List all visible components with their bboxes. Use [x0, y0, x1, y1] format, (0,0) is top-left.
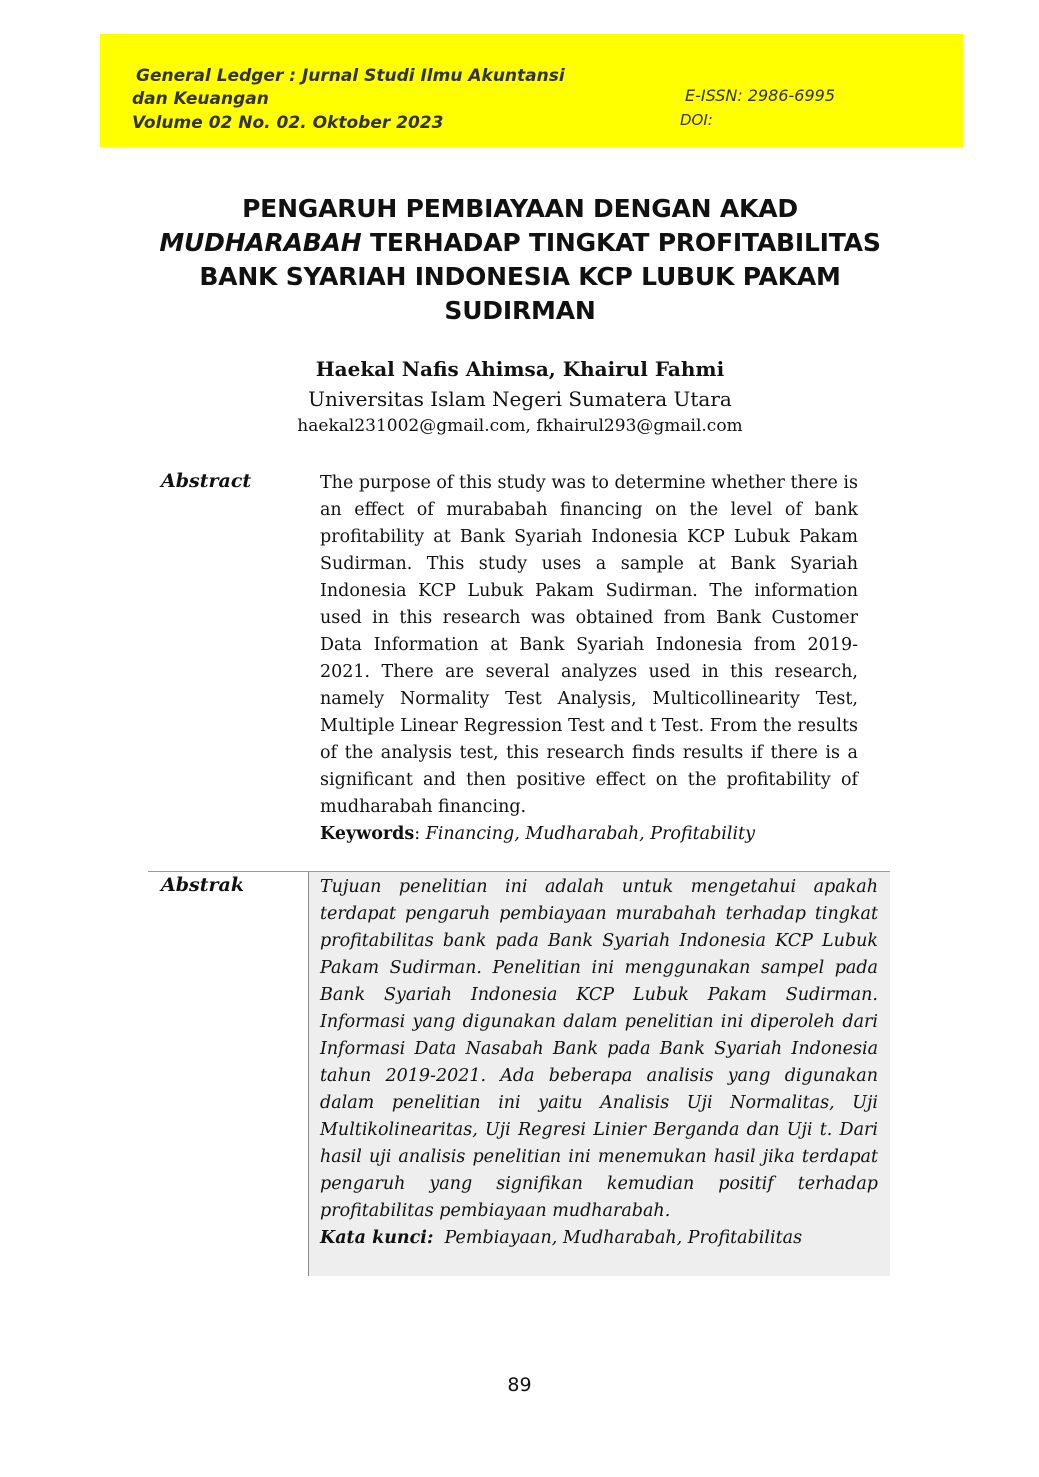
abstract-label: Abstract [161, 470, 252, 492]
abstrak-label: Abstrak [161, 874, 244, 896]
title-line-2-rest: TERHADAP TINGKAT PROFITABILITAS [361, 228, 881, 257]
title-line-2 [120, 226, 920, 260]
abstract-body [320, 470, 858, 848]
journal-header-banner [100, 34, 963, 147]
kata-kunci-label: Kata kunci: [320, 1228, 434, 1248]
abstrak-text: Tujuan penelitian ini adalah untuk mengetahui apakah terdapat pengaruh pembiayaan murabahah terhadap tingkat profitabilitas bank pada Bank Syariah Indonesia KCP Lubuk Pakam Sudirman. Penelitian ini menggunakan sampel pada Bank Syariah Indonesia KCP Lubuk Pakam Sudirman. Informasi yang digunakan dalam penelitian ini diperoleh dari Informasi Data Nasabah Bank pada Bank Syariah Indonesia tahun 2019-2021. Ada beberapa analisis yang digunakan dalam penelitian ini yaitu Analisis Uji Normalitas, Uji Multikolinearitas, Uji Regresi Linier Berganda dan Uji t. Dari hasil uji analisis penelitian ini menemukan hasil jika terdapat pengaruh yang signifikan kemudian positif terhadap profitabilitas pembiayaan mudharabah. [320, 877, 878, 1221]
kata-kunci-value: Pembiayaan, Mudharabah, Profitabilitas [444, 1228, 803, 1248]
abstract-text: The purpose of this study was to determine whether there is an effect of murababah financing on the level of bank profitability at Bank Syariah Indonesia KCP Lubuk Pakam Sudirman. This study uses a sample at Bank Syariah Indonesia KCP Lubuk Pakam Sudirman. The information used in this research was obtained from Bank Customer Data Information at Bank Syariah Indonesia from 2019-2021. There are several analyzes used in this research, namely Normality Test Analysis, Multicollinearity Test, Multiple Linear Regression Test and t Test. From the results of the analysis test, this research finds results if there is a significant and then positive effect on the profitability of mudharabah financing. [320, 473, 858, 817]
journal-volume: Volume 02 No. 02. Oktober 2023 [132, 113, 444, 133]
journal-name-line2: dan Keuangan [132, 89, 269, 109]
journal-eissn: E-ISSN: 2986-6995 [685, 86, 835, 105]
title-line-1: PENGARUH PEMBIAYAAN DENGAN AKAD [242, 194, 798, 223]
abstrak-body [320, 874, 878, 1252]
page-number: 89 [507, 1374, 532, 1396]
keywords-value: Financing, Mudharabah, Profitability [425, 824, 756, 844]
keywords-separator: : [414, 824, 426, 844]
title-line-3: BANK SYARIAH INDONESIA KCP LUBUK PAKAM [199, 262, 841, 291]
keywords-label: Keywords [320, 824, 415, 844]
title-italic-term: MUDHARABAH [159, 228, 362, 257]
journal-name-line1: General Ledger : Jurnal Studi Ilmu Akuntansi [136, 66, 565, 86]
author-affiliation: Universitas Islam Negeri Sumatera Utara [308, 387, 732, 411]
author-emails: haekal231002@gmail.com, fkhairul293@gmail.com [297, 416, 743, 436]
author-names: Haekal Nafis Ahimsa, Khairul Fahmi [315, 357, 725, 381]
journal-doi: DOI: [680, 111, 713, 129]
title-line-4: SUDIRMAN [444, 296, 596, 325]
abstrak-left-border [308, 872, 309, 1276]
paper-title [120, 192, 920, 328]
